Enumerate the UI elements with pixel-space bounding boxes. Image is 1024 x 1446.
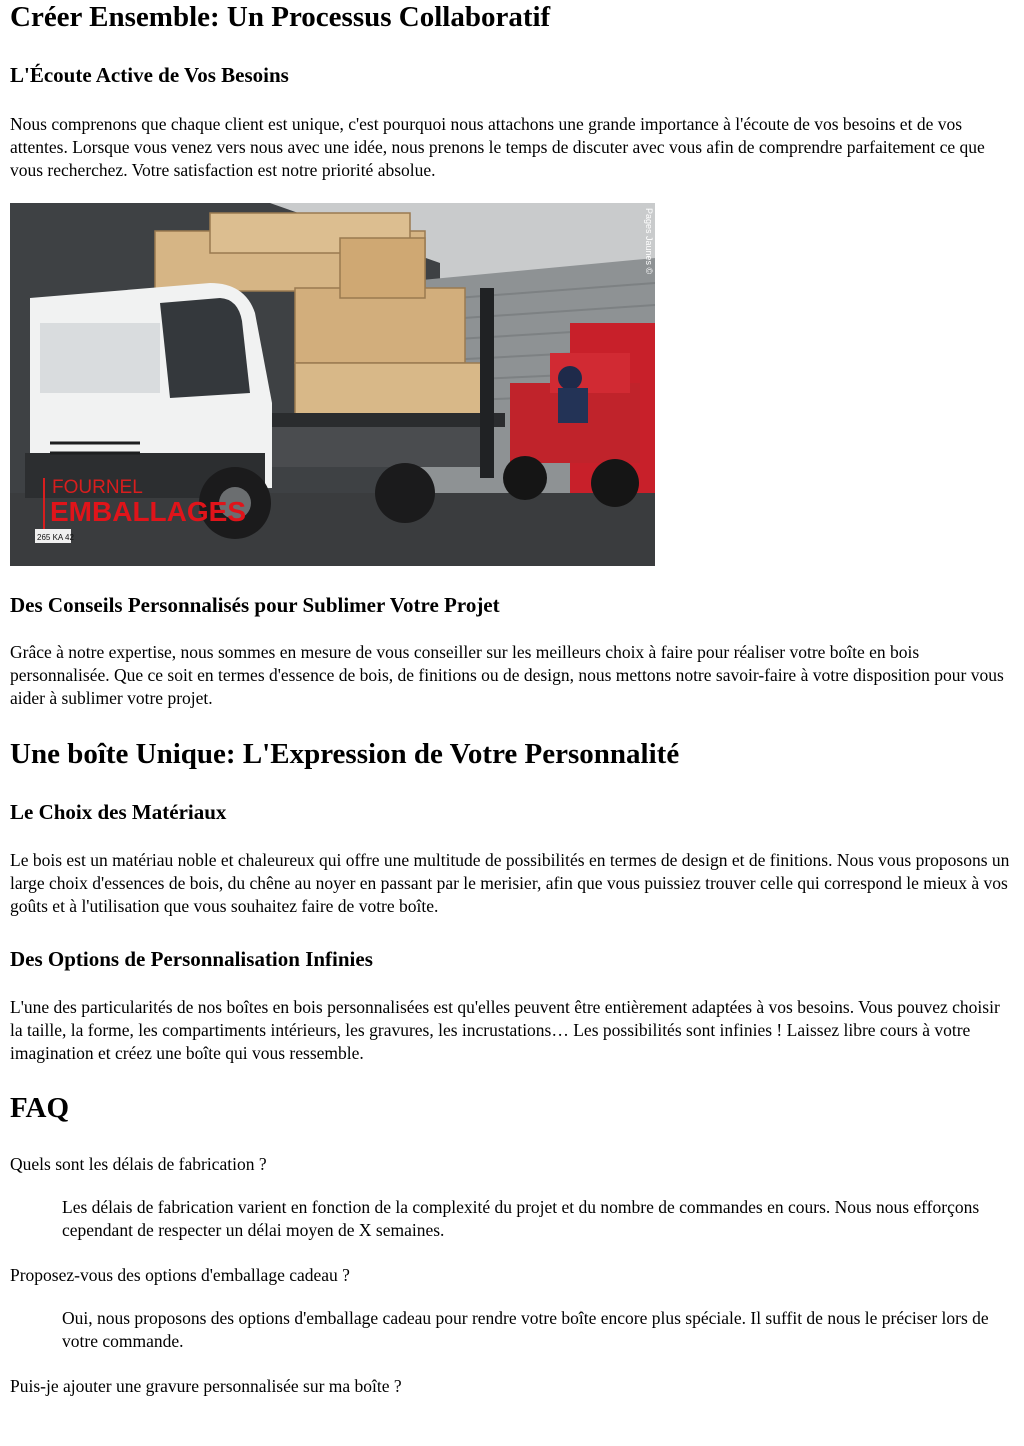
faq-question: Puis-je ajouter une gravure personnalisée sur ma boîte ? — [10, 1376, 402, 1396]
faq-question: Proposez-vous des options d'emballage cadeau ? — [10, 1265, 350, 1285]
heading-materiaux: Le Choix des Matériaux — [10, 800, 227, 824]
section-title-collaboratif: Créer Ensemble: Un Processus Collaboratif — [10, 1, 551, 33]
paragraph-ecoute-active: Nous comprenons que chaque client est unique, c'est pourquoi nous attachons une grande importance à l'écoute de vos besoins et de vos attentes. Lorsque vous venez vers nous avec une idée, nous prenons le temps de discuter avec vous afin de comprendre parfaitement ce que vous recherchez. Votre satisfaction est notre priorité absolue. — [10, 114, 985, 180]
faq-question: Quels sont les délais de fabrication ? — [10, 1154, 267, 1174]
paragraph-conseils: Grâce à notre expertise, nous sommes en mesure de vous conseiller sur les meilleurs choix à faire pour réaliser votre boîte en bois personnalisée. Que ce soit en termes d'essence de bois, de finitions ou de design, nous mettons notre savoir-faire à votre disposition pour vous aider à sublimer votre projet. — [10, 642, 1004, 708]
faq-answer: Oui, nous proposons des options d'emballage cadeau pour rendre votre boîte encore plus spéciale. Il suffit de nous le préciser lors de votre commande. — [62, 1308, 989, 1351]
faq-answer: Les délais de fabrication varient en fonction de la complexité du projet et du nombre de commandes en cours. Nous nous efforçons cependant de respecter un délai moyen de X semaines. — [62, 1197, 980, 1240]
logo-text-emballages: EMBALLAGES — [50, 496, 246, 527]
heading-ecoute-active: L'Écoute Active de Vos Besoins — [10, 63, 289, 87]
paragraph-options: L'une des particularités de nos boîtes en bois personnalisées est qu'elles peuvent être entièrement adaptées à vos besoins. Vous pouvez choisir la taille, la forme, les compartiments intérieurs, les gravures, les incrustations… Les possibilités sont infinies ! Laissez libre cours à votre imagination et créez une boîte qui vous ressemble. — [10, 997, 1000, 1063]
section-title-boite-unique: Une boîte Unique: L'Expression de Votre Personnalité — [10, 738, 680, 770]
license-plate: 265 KA 42 — [37, 533, 74, 542]
heading-options: Des Options de Personnalisation Infinies — [10, 947, 373, 971]
heading-conseils: Des Conseils Personnalisés pour Sublimer Votre Projet — [10, 593, 500, 617]
section-title-faq: FAQ — [10, 1092, 70, 1124]
logo-text-fournel: FOURNEL — [52, 477, 143, 498]
paragraph-materiaux: Le bois est un matériau noble et chaleureux qui offre une multitude de possibilités en termes de design et de finitions. Nous vous proposons un large choix d'essences de bois, du chêne au noyer en passant par le merisier, afin que vous puissiez trouver celle qui correspond le mieux à vos goûts et à l'utilisation que vous souhaitez faire de votre boîte. — [10, 850, 1010, 916]
truck-loading-photo — [10, 203, 655, 566]
photo-watermark: Pages Jaunes © — [644, 208, 654, 275]
